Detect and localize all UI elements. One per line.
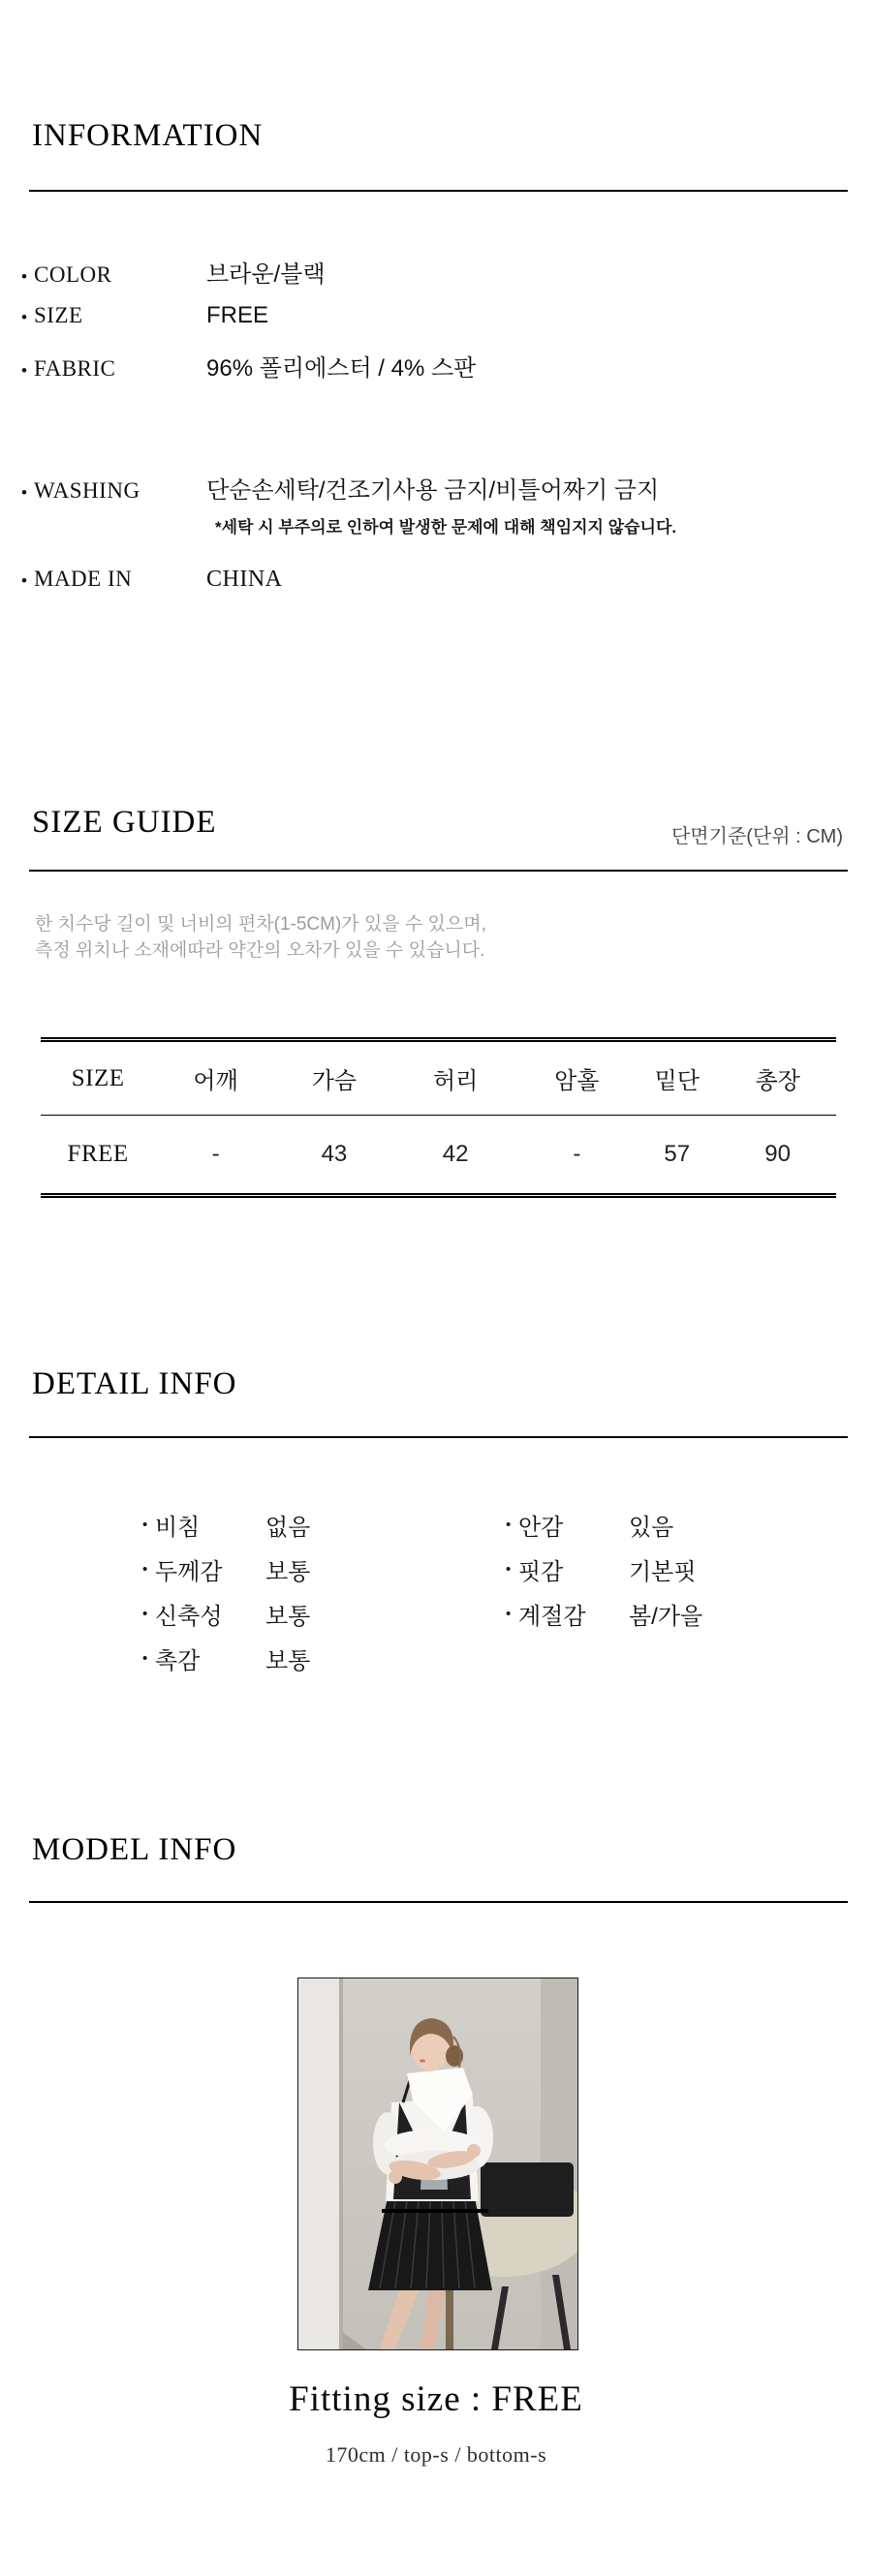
bullet-icon: • — [21, 361, 27, 380]
detail-info-left-column — [142, 1511, 310, 1689]
bullet-icon: • — [21, 483, 27, 502]
size-guide-disclaimer-line2: 측정 위치나 소재에따라 약간의 오차가 있을 수 있습니다. — [35, 940, 485, 961]
list-item — [506, 1511, 702, 1541]
detail-value-sheerness: 없음 — [265, 1514, 311, 1541]
bullet-icon: • — [21, 308, 27, 326]
size-guide-disclaimer — [35, 911, 486, 964]
bullet-icon: • — [506, 1605, 512, 1622]
list-item — [142, 1511, 311, 1541]
list-item — [506, 1600, 703, 1630]
size-guide-disclaimer-line1: 한 치수당 길이 및 너비의 편차(1-5CM)가 있을 수 있으며, — [35, 914, 486, 935]
info-value-fabric: 96% 폴리에스터 / 4% 스판 — [206, 355, 477, 382]
detail-label-texture: 촉감 — [155, 1647, 201, 1674]
cell-chest: 43 — [321, 1141, 348, 1167]
info-row-fabric — [21, 349, 476, 383]
size-guide-section-title: SIZE GUIDE — [32, 805, 217, 840]
col-header-size: SIZE — [71, 1064, 125, 1091]
col-header-shoulder: 어깨 — [193, 1068, 238, 1094]
bullet-icon: • — [506, 1516, 512, 1533]
section-divider — [29, 1901, 848, 1903]
list-item — [142, 1555, 311, 1585]
info-label-fabric: FABRIC — [34, 356, 116, 381]
col-header-waist: 허리 — [432, 1068, 479, 1094]
info-label-madein: MADE IN — [34, 567, 133, 591]
detail-label-stretch: 신축성 — [155, 1603, 223, 1630]
size-table-header — [41, 1040, 836, 1116]
bullet-icon: • — [21, 267, 27, 286]
cell-length: 90 — [764, 1141, 791, 1167]
detail-value-fit: 기본핏 — [629, 1558, 697, 1585]
washing-disclaimer: *세탁 시 부주의로 인하여 발생한 문제에 대해 책임지지 않습니다. — [215, 518, 677, 537]
info-label-size: SIZE — [34, 303, 83, 327]
cell-shoulder: - — [211, 1141, 220, 1167]
detail-value-texture: 보통 — [265, 1647, 311, 1674]
cell-armhole: - — [573, 1141, 581, 1167]
info-row-washing — [21, 471, 659, 505]
bullet-icon: • — [142, 1649, 148, 1667]
table-row — [41, 1116, 836, 1196]
col-header-armhole: 암홀 — [554, 1068, 600, 1094]
col-header-chest: 가슴 — [311, 1068, 358, 1094]
info-label-color: COLOR — [34, 262, 112, 287]
model-photo-illustration — [298, 1978, 577, 2349]
col-header-hem: 밑단 — [654, 1068, 700, 1094]
model-spec-text: 170cm / top-s / bottom-s — [325, 2442, 547, 2467]
info-row-madein — [21, 567, 283, 593]
detail-value-stretch: 보통 — [265, 1603, 311, 1630]
info-row-color — [21, 255, 326, 289]
cell-waist: 42 — [442, 1141, 469, 1167]
section-divider — [29, 870, 848, 872]
size-guide-unit-note: 단면기준(단위 : CM) — [670, 826, 843, 847]
list-item — [142, 1644, 311, 1674]
bullet-icon: • — [142, 1560, 148, 1578]
info-value-size: FREE — [206, 302, 269, 328]
detail-label-season: 계절감 — [518, 1603, 586, 1630]
section-divider — [29, 1436, 848, 1438]
bullet-icon: • — [142, 1516, 148, 1533]
table-row — [41, 1040, 836, 1116]
detail-label-thickness: 두께감 — [155, 1558, 223, 1585]
list-item — [142, 1600, 311, 1630]
info-row-size — [21, 302, 268, 329]
section-divider — [29, 190, 848, 192]
info-value-color: 브라운/블랙 — [206, 261, 326, 288]
detail-info-section-title: DETAIL INFO — [32, 1366, 237, 1401]
cell-hem: 57 — [664, 1141, 691, 1167]
detail-value-season: 봄/가을 — [629, 1603, 703, 1630]
info-label-washing: WASHING — [34, 478, 140, 503]
detail-value-lining: 있음 — [629, 1514, 674, 1541]
detail-label-lining: 안감 — [518, 1514, 564, 1541]
detail-value-thickness: 보통 — [265, 1558, 311, 1585]
list-item — [506, 1555, 702, 1585]
model-info-section-title: MODEL INFO — [32, 1832, 237, 1867]
info-value-washing: 단순손세탁/건조기사용 금지/비틀어짜기 금지 — [206, 477, 660, 504]
detail-info-right-column — [506, 1511, 702, 1644]
col-header-length: 총장 — [755, 1068, 800, 1094]
cell-size: FREE — [67, 1141, 129, 1167]
bullet-icon: • — [21, 571, 27, 590]
information-section-title: INFORMATION — [32, 118, 264, 153]
info-value-madein: CHINA — [206, 567, 283, 592]
model-photo — [297, 1978, 578, 2350]
bullet-icon: • — [506, 1560, 512, 1578]
bullet-icon: • — [142, 1605, 148, 1622]
size-table — [41, 1037, 836, 1198]
detail-label-fit: 핏감 — [518, 1558, 564, 1585]
detail-label-sheerness: 비침 — [155, 1514, 201, 1541]
fitting-size-text: Fitting size : FREE — [289, 2379, 583, 2419]
